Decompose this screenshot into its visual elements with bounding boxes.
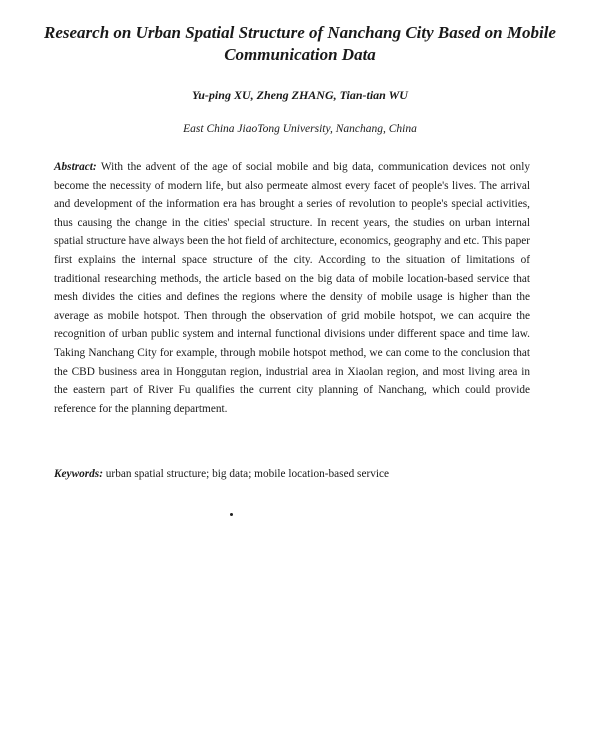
keywords-line xyxy=(54,466,530,482)
keywords-text: urban spatial structure; big data; mobile location-based service xyxy=(105,468,390,480)
abstract-label: Abstract: xyxy=(54,161,97,173)
stray-mark xyxy=(230,513,233,516)
abstract-paragraph xyxy=(54,158,530,418)
paper-title: Research on Urban Spatial Structure of Nanchang City Based on Mobile Communication Data xyxy=(44,23,556,64)
author-list: Yu-ping XU, Zheng ZHANG, Tian-tian WU xyxy=(192,88,408,102)
abstract-text: With the advent of the age of social mobile and big data, communication devices not only become the necessity of modern life, but also permeate almost every facet of people's lives. The arrival and development of the information era has brought a series of revolution to people's special activities, thus causing the change in the cities' special structure. In recent years, the studies on urban internal spatial structure have always been the hot field of architecture, economics, geography and etc. This paper first explains the internal space structure of the city. According to the situation of limitations of traditional researching methods, the article based on the big data of mobile location-based service that mesh divides the cities and defines the regions where the density of mobile usage is higher than the average as mobile hotspot. Then through the observation of grid mobile hotspot, we can acquire the recognition of urban public system and internal functional divisions under different space and time law. Taking Nanchang City for example, through mobile hotspot method, we can come to the conclusion that the CBD business area in Honggutan region, industrial area in Xiaolan region, and most living area in the eastern part of River Fu qualifies the current city planning of Nanchang, which could provide reference for the planning department. xyxy=(54,161,530,415)
keywords-label: Keywords: xyxy=(54,468,103,480)
affiliation: East China JiaoTong University, Nanchang, China xyxy=(183,123,417,135)
